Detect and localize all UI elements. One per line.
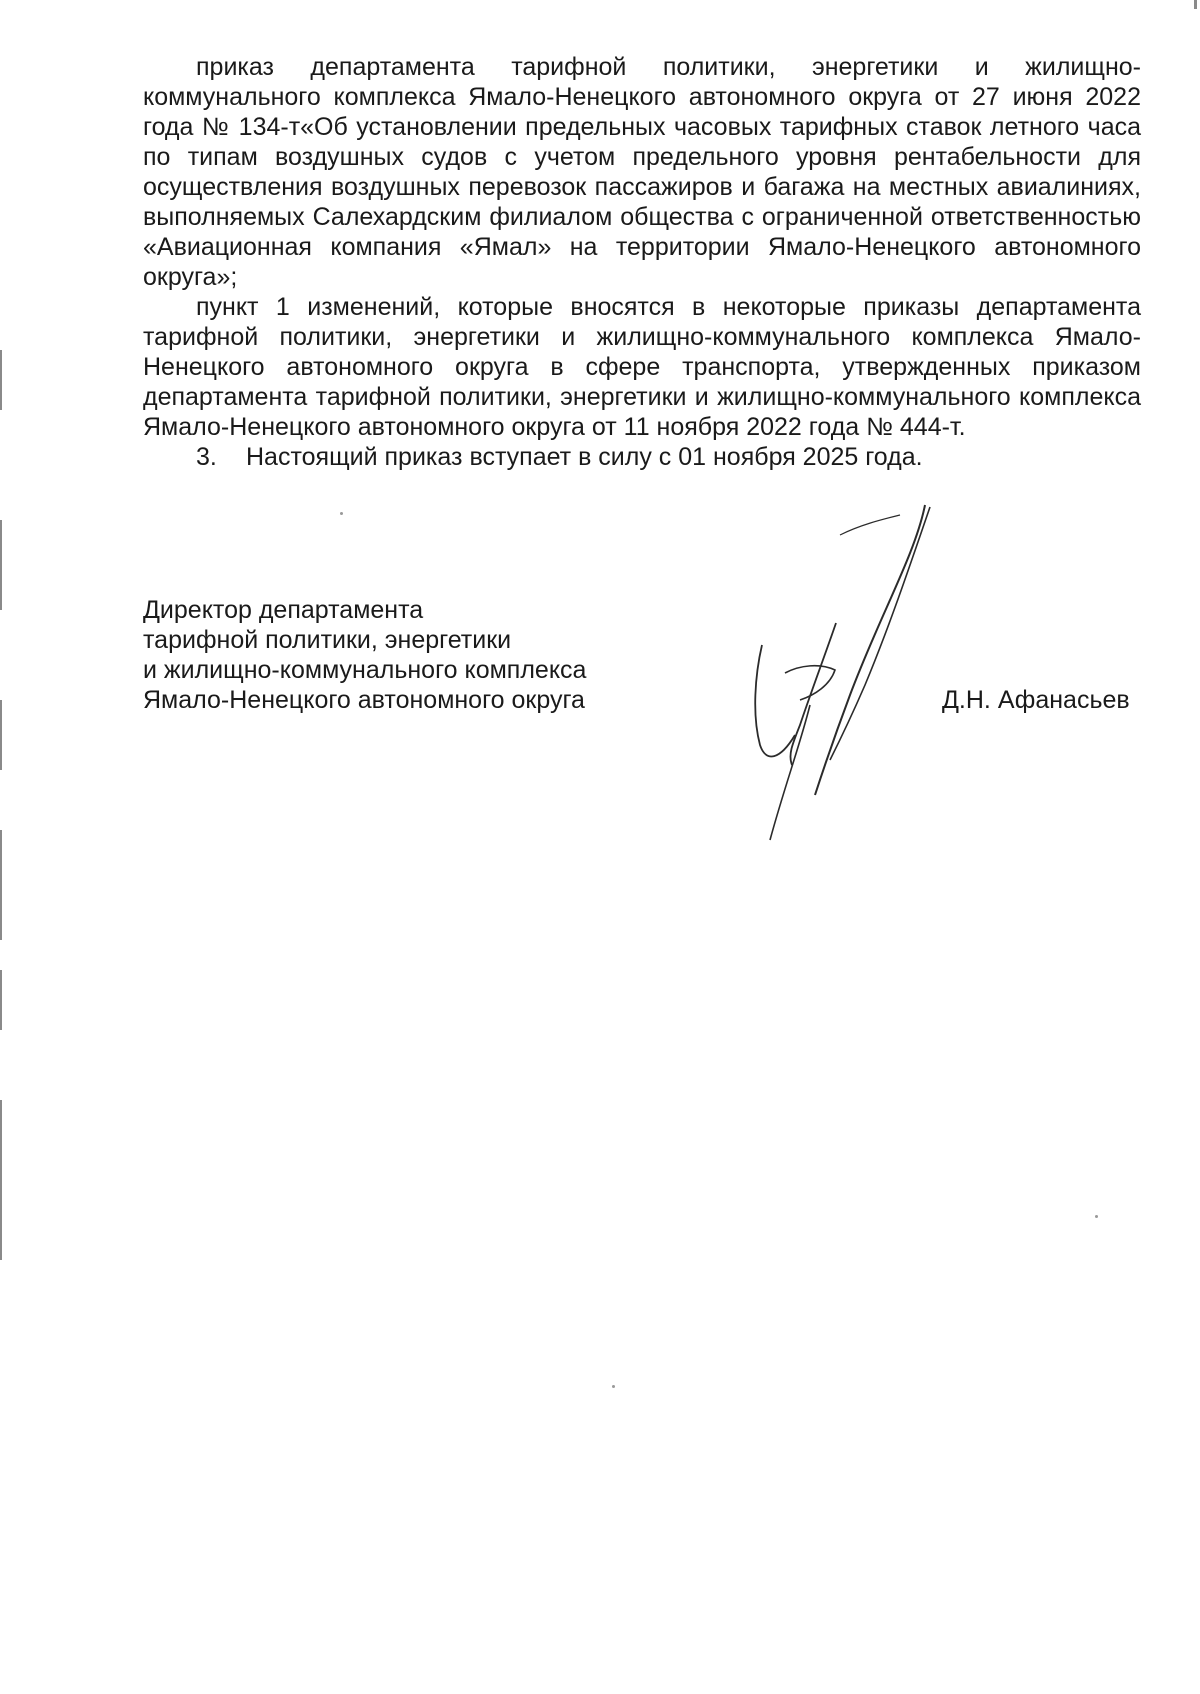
scan-edge-mark: [1194, 0, 1197, 9]
position-line-2: тарифной политики, энергетики: [143, 626, 512, 654]
scan-edge-mark: [0, 520, 2, 610]
scan-edge-mark: [0, 1100, 2, 1260]
signatory-position: [143, 595, 586, 715]
scan-edge-mark: [0, 830, 2, 940]
position-line-4: Ямало-Ненецкого автономного округа: [143, 686, 585, 714]
position-line-3: и жилищно-коммунального комплекса: [143, 656, 587, 684]
scan-speck: [340, 512, 343, 515]
item-number: 3.: [196, 443, 217, 471]
scan-speck: [1095, 1215, 1098, 1218]
paragraph-order-134: приказ департамента тарифной политики, энергетики и жилищно-коммунального комплекса Ямало-Ненецкого автономного округа от 27 июня 2022 года № 134-т«Об установлении предельных часовых тарифных ставок летного часа по типам воздушных судов с учетом предельного уровня рентабельности для осуществления воздушных перевозок пассажиров и багажа на местных авиалиниях, выполняемых Салехардским филиалом общества с ограниченной ответственностью «Авиационная компания «Ямал» на территории Ямало-Ненецкого автономного округа»;: [143, 53, 1141, 291]
paragraph-item-3: [143, 442, 1141, 472]
handwritten-signature: [740, 495, 940, 875]
scan-speck: [612, 1385, 615, 1388]
item-text: Настоящий приказ вступает в силу с 01 ноября 2025 года.: [246, 443, 923, 471]
scan-edge-mark: [0, 350, 2, 410]
scan-edge-mark: [0, 970, 2, 1030]
scan-edge-mark: [0, 700, 2, 770]
paragraph-point-1: пункт 1 изменений, которые вносятся в некоторые приказы департамента тарифной политики, энергетики и жилищно-коммунального комплекса Ямало-Ненецкого автономного округа в сфере транспорта, утвержденных приказом департамента тарифной политики, энергетики и жилищно-коммунального комплекса Ямало-Ненецкого автономного округа от 11 ноября 2022 года № 444-т.: [143, 293, 1141, 441]
document-body: [143, 52, 1141, 472]
position-line-1: Директор департамента: [143, 596, 424, 624]
signer-name: Д.Н. Афанасьев: [942, 686, 1130, 714]
